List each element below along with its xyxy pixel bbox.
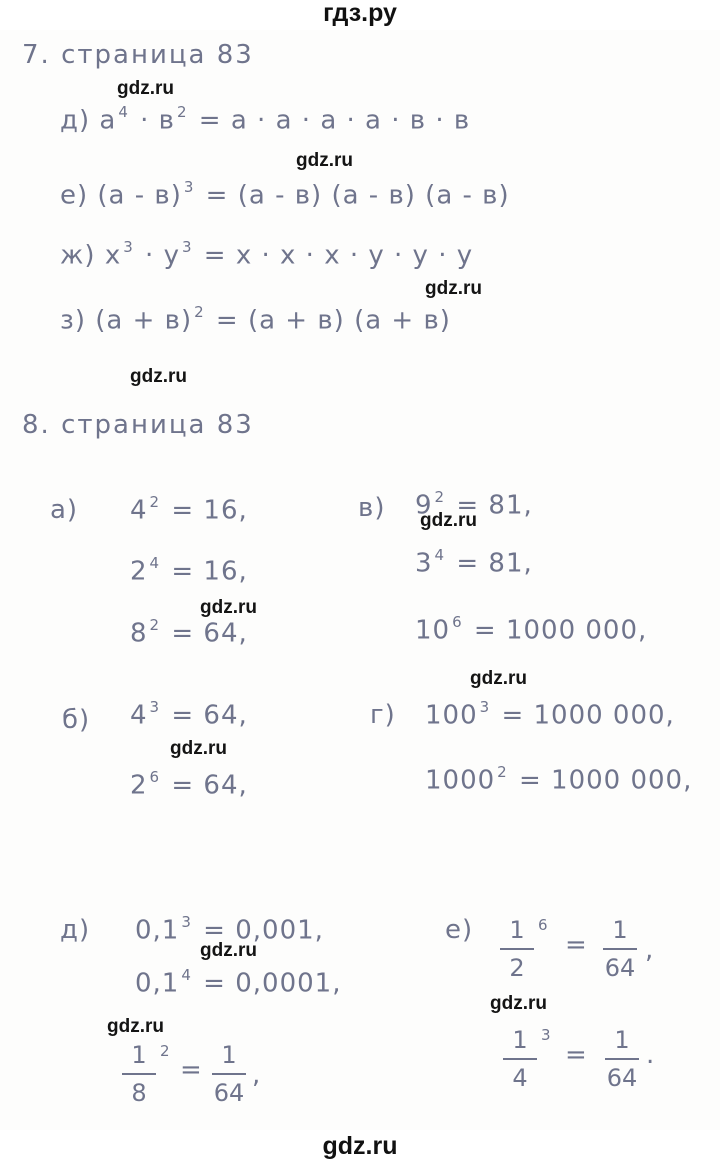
comma: , [252,1060,261,1090]
task-8d-line-2: 0,1 $^4$ = 0,0001, [135,966,342,999]
task-8a-line-2: 2 $^4$ = 16, [130,554,248,587]
period: . [646,1040,655,1070]
comma: , [645,935,654,965]
exponent: 3 [123,238,134,256]
task-8g-label: г) [370,700,396,730]
exponent: 3 [183,178,195,196]
fraction-1-4: 1 4 [503,1025,537,1093]
fraction-exponent: 3 [541,1026,551,1044]
exponent: 4 [118,103,129,121]
watermark: gdz.ru [490,993,547,1014]
exponent: 2 [177,103,188,121]
task-8b-label: б) [62,705,91,735]
task-8v-line-1: 9 $^2$ = 81, [415,488,533,521]
watermark: gdz.ru [470,668,527,689]
exponent: 2 [434,488,446,506]
task-8a-line-3: 8 $^2$ = 64, [130,616,248,649]
task-7-line-z: з) (a + в) $^2$ = (a + в) (a + в) [60,303,451,336]
site-banner-bottom: gdz.ru [322,1132,398,1160]
fraction-1-64: 1 64 [604,916,636,982]
exponent: 4 [434,546,446,564]
exponent: 3 [479,698,491,716]
task-8v-line-3: 10 $^6$ = 1000 000, [415,613,648,646]
fraction-1-8: 1 8 [122,1040,156,1108]
watermark: gdz.ru [200,940,257,961]
task-8v-label: в) [358,493,386,523]
watermark: gdz.ru [425,278,482,299]
exponent: 6 [149,768,161,786]
task-8a-label: а) [50,495,79,525]
task-8e-label: е) [445,915,474,945]
exponent: 4 [181,966,192,984]
watermark: gdz.ru [200,597,257,618]
task-7-line-e: е) (a - в) $^3$ = (a - в) (a - в) (a - в) [60,178,510,211]
exponent: 3 [181,913,192,931]
task-8b-line-2: 2 $^6$ = 64, [130,768,248,801]
item-label: ж) [60,240,96,271]
task-8g-line-2: 1000 $^2$ = 1000 000, [425,763,693,796]
fraction-1-64: 1 64 [606,1026,638,1092]
fraction-exponent: 2 [160,1042,170,1060]
watermark: gdz.ru [117,78,174,99]
task-7-heading: 7. страница 83 [22,40,254,70]
exponent: 2 [149,616,161,634]
task-7-line-d: д) a $^4$ · в $^2$ = a · a · a · a · в · в [60,103,471,136]
exponent: 2 [497,763,508,781]
site-banner-top: гдз.ру [323,0,397,27]
equals-sign: = [565,930,587,960]
item-label: е) [60,180,89,211]
exponent: 2 [149,493,161,511]
exponent: 3 [181,238,193,256]
task-8a-line-1: 4 $^2$ = 16, [130,493,248,526]
exponent: 2 [194,303,205,321]
watermark: gdz.ru [130,366,187,387]
fraction-1-2: 1 2 [500,915,534,983]
watermark: gdz.ru [296,150,353,171]
equals-sign: = [180,1055,202,1085]
task-8d-label: д) [60,915,91,945]
task-7-line-zh: ж) x $^3$ · y $^3$ = x · x · x · y · y · y [60,238,474,271]
task-8g-line-1: 100 $^3$ = 1000 000, [425,698,675,731]
task-8-heading: 8. страница 83 [22,410,254,440]
task-8b-line-1: 4 $^3$ = 64, [130,698,248,731]
equals-sign: = [565,1040,587,1070]
exponent: 6 [452,613,463,631]
item-label: д) [60,105,91,136]
watermark: gdz.ru [170,738,227,759]
exponent: 4 [149,554,161,572]
watermark: gdz.ru [107,1016,164,1037]
task-8v-line-2: 3 $^4$ = 81, [415,546,533,579]
fraction-exponent: 6 [538,916,548,934]
exponent: 3 [149,698,161,716]
item-label: з) [60,305,86,336]
fraction-1-64: 1 64 [213,1041,245,1107]
task-8d-line-1: 0,1 $^3$ = 0,001, [135,913,324,946]
watermark: gdz.ru [420,510,477,531]
